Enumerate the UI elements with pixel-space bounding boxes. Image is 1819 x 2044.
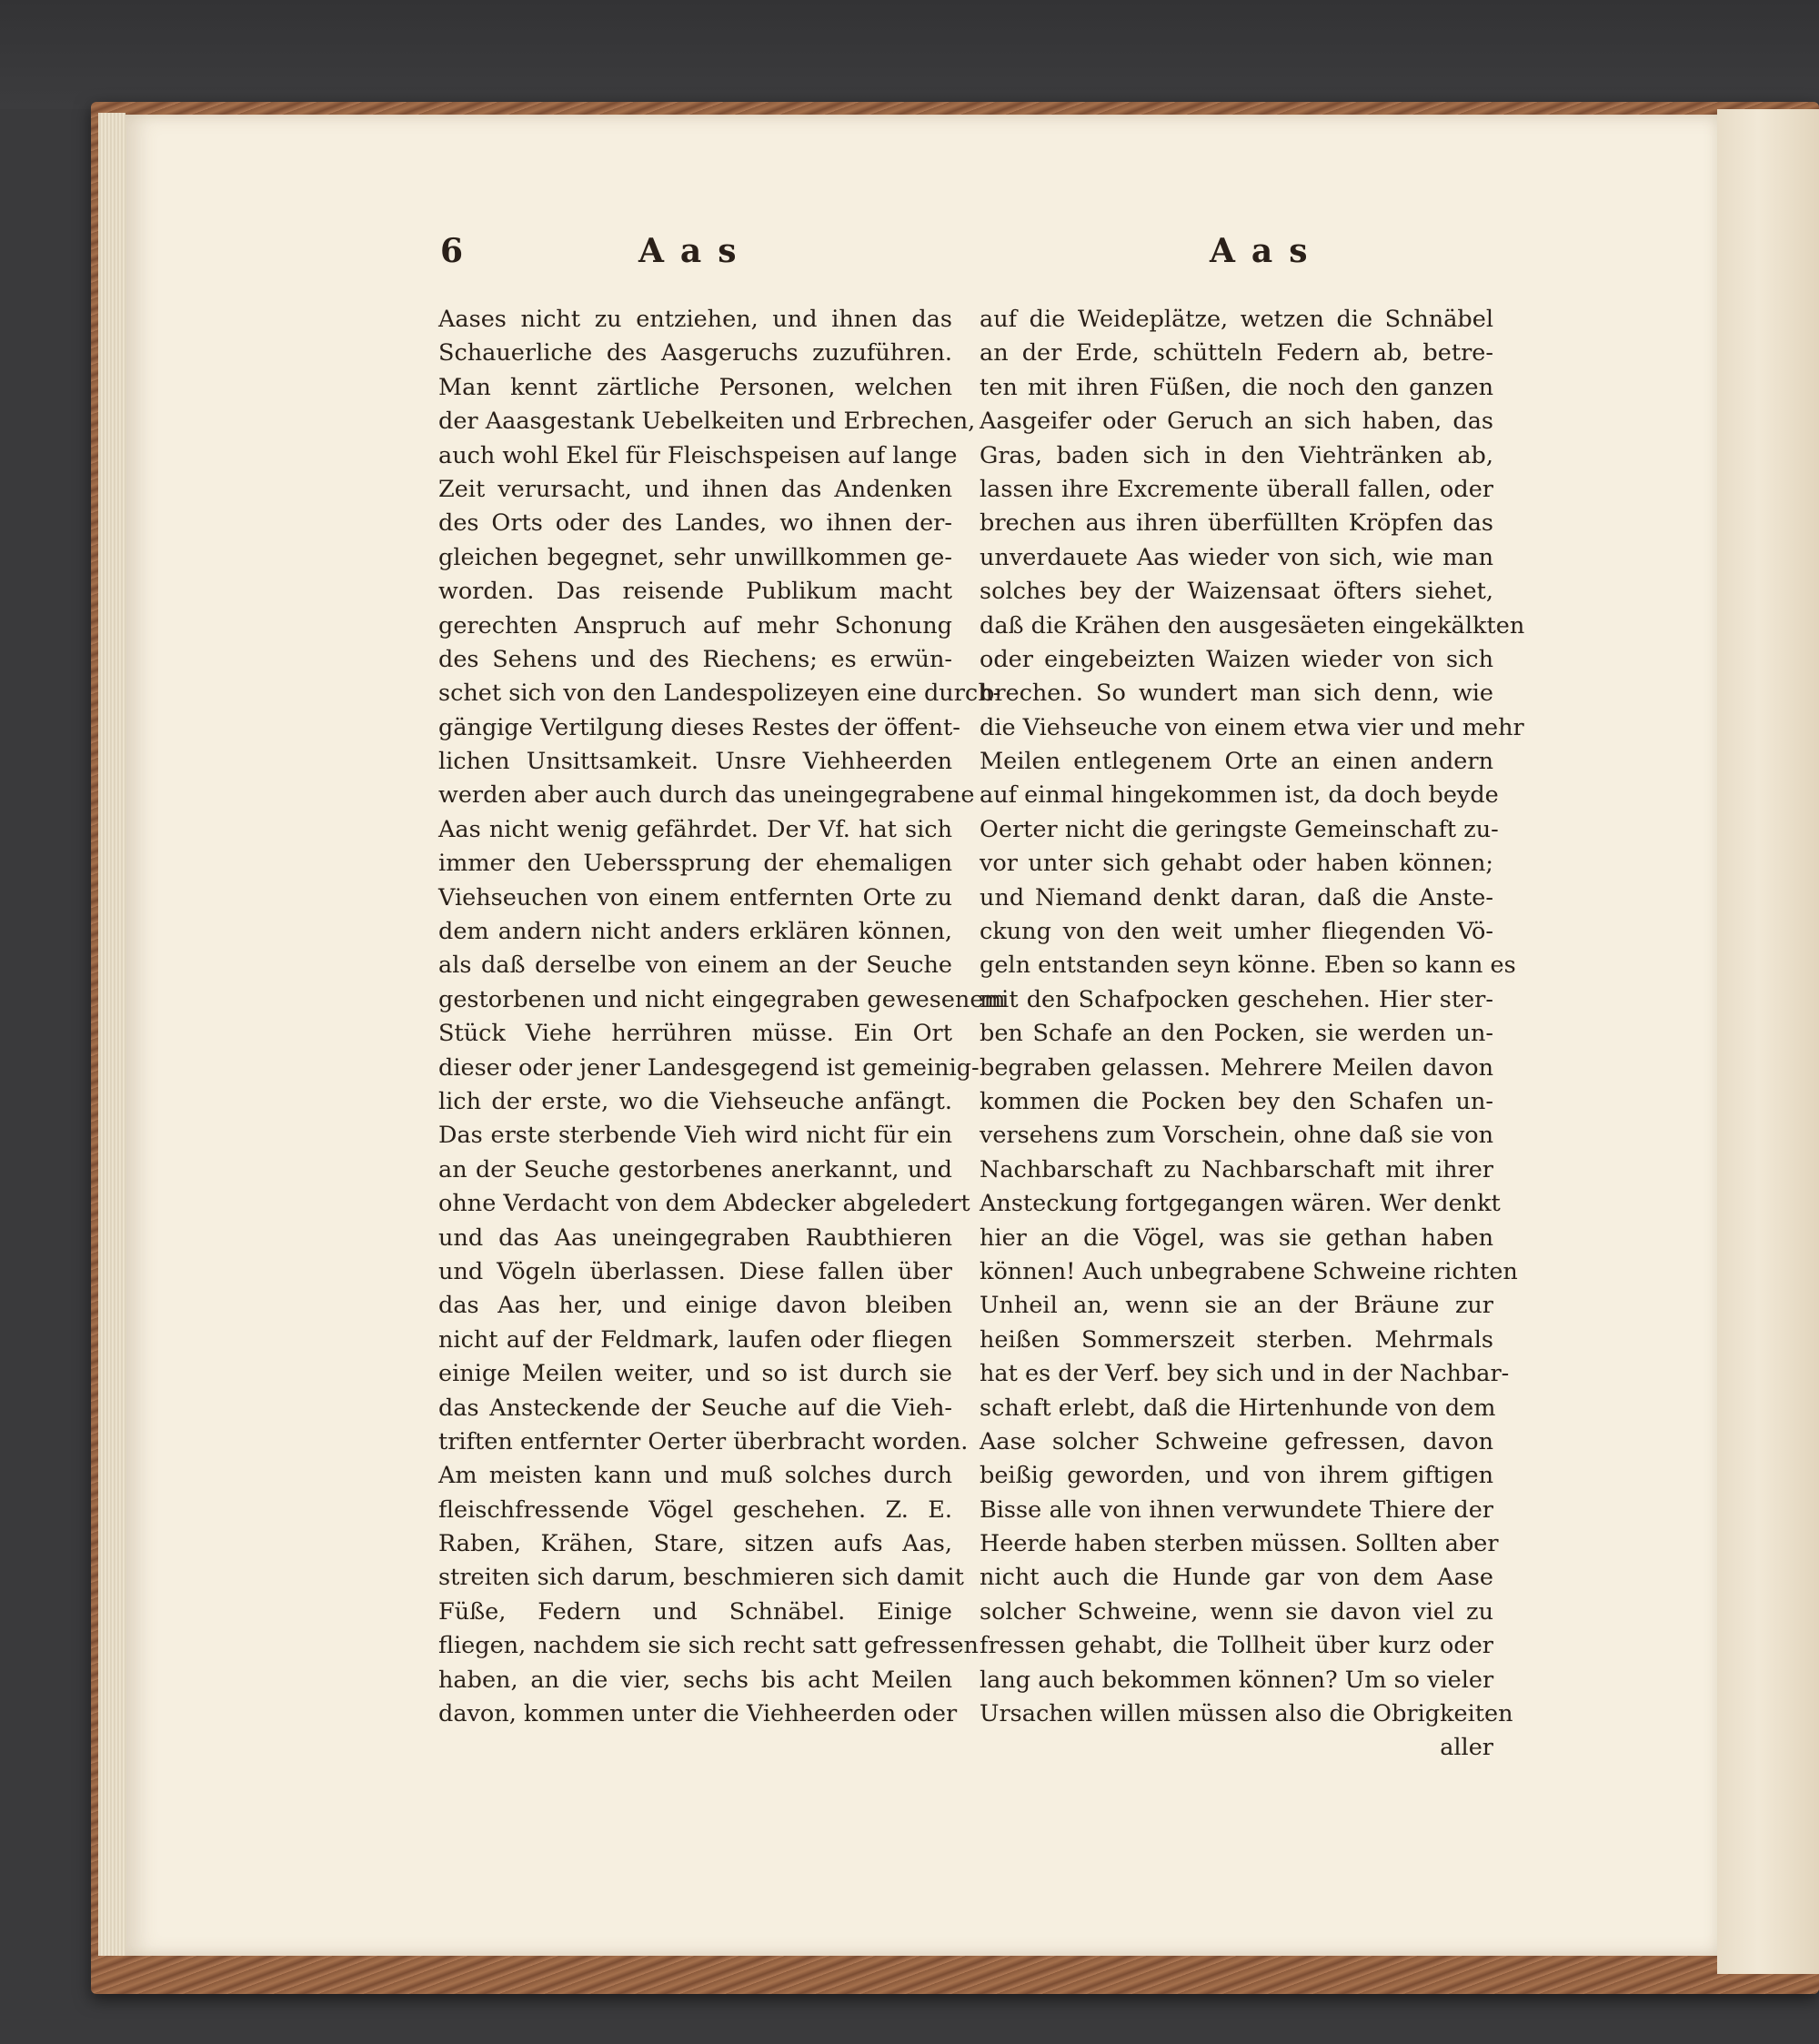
text-line: Raben, Krähen, Stare, sitzen aufs Aas, — [438, 1530, 952, 1558]
text-line: oder eingebeizten Waizen wieder von sich — [980, 645, 1493, 673]
text-line: begraben gelassen. Mehrere Meilen davon — [980, 1053, 1493, 1082]
text-line: brechen aus ihren überfüllten Kröpfen das — [980, 509, 1493, 538]
text-line: unverdauete Aas wieder von sich, wie man — [980, 543, 1493, 571]
text-line: Heerde haben sterben müssen. Sollten aber — [980, 1530, 1499, 1558]
page-edges — [98, 113, 126, 1956]
text-line: beißig geworden, und von ihrem giftigen — [980, 1462, 1493, 1490]
text-line: an der Erde, schütteln Federn ab, betre- — [980, 339, 1493, 368]
text-line: solches bey der Waizensaat öfters siehet, — [980, 578, 1493, 606]
text-line: gängige Vertilgung dieses Restes der öffent- — [438, 713, 960, 741]
text-line: ben Schafe an den Pocken, sie werden un- — [980, 1020, 1493, 1048]
text-line: Ansteckung fortgegangen wären. Wer denkt — [980, 1190, 1501, 1218]
text-line: schaft erlebt, daß die Hirtenhunde von dem — [980, 1394, 1496, 1422]
text-line: Aase solcher Schweine gefressen, davon — [980, 1427, 1493, 1455]
text-line: die Viehseuche von einem etwa vier und mehr — [980, 713, 1524, 741]
text-line: lang auch bekommen können? Um so vieler — [980, 1666, 1494, 1694]
text-line: immer den Ueberssprung der ehemaligen — [438, 850, 952, 878]
text-line: nicht auch die Hunde gar von dem Aase — [980, 1564, 1493, 1592]
text-line: dieser oder jener Landesgegend ist gemeinig- — [438, 1053, 980, 1082]
text-line: des Orts oder des Landes, wo ihnen der- — [438, 509, 952, 538]
text-line: Nachbarschaft zu Nachbarschaft mit ihrer — [980, 1155, 1493, 1183]
text-line: lichen Unsittsamkeit. Unsre Viehheerden — [438, 748, 952, 776]
text-line: heißen Sommerszeit sterben. Mehrmals — [980, 1325, 1493, 1354]
text-line: Schauerliche des Aasgeruchs zuzuführen. — [438, 339, 952, 368]
text-line: an der Seuche gestorbenes anerkannt, und — [438, 1155, 952, 1183]
page-header — [0, 232, 1819, 287]
text-line: Meilen entlegenem Orte an einen andern — [980, 748, 1493, 776]
text-line: auf die Weideplätze, wetzen die Schnäbel — [980, 306, 1493, 333]
text-line: nicht auf der Feldmark, laufen oder fliegen — [438, 1325, 952, 1354]
text-line: worden. Das reisende Publikum macht — [438, 578, 952, 606]
text-line: Aasgeifer oder Geruch an sich haben, das — [980, 408, 1493, 436]
text-line: Füße, Federn und Schnäbel. Einige — [438, 1597, 952, 1626]
text-line: fliegen, nachdem sie sich recht satt gefressen — [438, 1632, 979, 1660]
text-line: und Vögeln überlassen. Diese fallen über — [438, 1257, 952, 1285]
text-line: ohne Verdacht von dem Abdecker abgeledert — [438, 1190, 970, 1218]
text-line: Das erste sterbende Vieh wird nicht für ein — [438, 1122, 952, 1150]
text-line: einige Meilen weiter, und so ist durch sie — [438, 1360, 952, 1388]
text-line: lich der erste, wo die Viehseuche anfängt. — [438, 1087, 952, 1115]
page-number: 6 — [440, 232, 464, 270]
text-line: können! Auch unbegrabene Schweine richten — [980, 1257, 1518, 1285]
text-line: gerechten Anspruch auf mehr Schonung — [438, 611, 952, 639]
running-head-right: Aas — [1210, 232, 1324, 270]
text-line: Man kennt zärtliche Personen, welchen — [438, 373, 952, 401]
text-line: lassen ihre Excremente überall fallen, oder — [980, 475, 1493, 503]
text-line: der Aaasgestank Uebelkeiten und Erbrechen, — [438, 408, 976, 436]
left-text-column — [438, 303, 1006, 1731]
text-line: geln entstanden seyn könne. Eben so kann es — [980, 952, 1516, 980]
text-line: Am meisten kann und muß solches durch — [438, 1462, 952, 1490]
text-line: ten mit ihren Füßen, die noch den ganzen — [980, 373, 1493, 401]
text-line: Aas nicht wenig gefährdet. Der Vf. hat sich — [438, 815, 952, 843]
text-line: und das Aas uneingegraben Raubthieren — [438, 1223, 952, 1252]
text-line: auch wohl Ekel für Fleischspeisen auf lange — [438, 441, 958, 469]
text-line: triften entfernter Oerter überbracht worden. — [438, 1427, 969, 1455]
text-line: daß die Krähen den ausgesäeten eingekälkten — [980, 611, 1525, 639]
text-line: vor unter sich gehabt oder haben können; — [980, 850, 1493, 878]
text-line: fleischfressende Vögel geschehen. Z. E. — [438, 1495, 952, 1524]
text-line: auf einmal hingekommen ist, da doch beyde — [980, 781, 1499, 810]
text-line: streiten sich darum, beschmieren sich damit — [438, 1564, 964, 1592]
text-line: das Aas her, und einige davon bleiben — [438, 1292, 952, 1320]
text-line: des Sehens und des Riechens; es erwün- — [438, 645, 952, 673]
text-line: gestorbenen und nicht eingegraben gewesenem — [438, 985, 1006, 1013]
text-line: Aases nicht zu entziehen, und ihnen das — [438, 306, 952, 333]
catchword: aller — [1440, 1734, 1493, 1762]
text-line: ckung von den weit umher fliegenden Vö- — [980, 918, 1493, 946]
text-line: dem andern nicht anders erklären können, — [438, 918, 952, 946]
text-line: Zeit verursacht, und ihnen das Andenken — [438, 475, 952, 503]
text-line: Stück Viehe herrühren müsse. Ein Ort — [438, 1020, 952, 1048]
next-page-edge — [1717, 109, 1819, 1974]
backdrop — [0, 0, 1819, 109]
text-line: Oerter nicht die geringste Gemeinschaft zu- — [980, 815, 1499, 843]
text-line: Gras, baden sich in den Viehtränken ab, — [980, 441, 1493, 469]
text-line: hat es der Verf. bey sich und in der Nachbar- — [980, 1360, 1510, 1388]
text-line: werden aber auch durch das uneingegrabene — [438, 781, 975, 810]
text-line: als daß derselbe von einem an der Seuche — [438, 952, 952, 980]
right-text-column — [980, 303, 1525, 1766]
text-line: kommen die Pocken bey den Schafen un- — [980, 1087, 1493, 1115]
text-line: das Ansteckende der Seuche auf die Vieh- — [438, 1394, 952, 1422]
text-line: brechen. So wundert man sich denn, wie — [980, 680, 1493, 708]
text-line: davon, kommen unter die Viehheerden oder — [438, 1700, 958, 1728]
text-line: gleichen begegnet, sehr unwillkommen ge- — [438, 543, 952, 571]
running-head-left: Aas — [638, 232, 753, 270]
text-line: mit den Schafpocken geschehen. Hier ster- — [980, 985, 1493, 1013]
text-line: versehens zum Vorschein, ohne daß sie von — [980, 1122, 1493, 1150]
text-line: Viehseuchen von einem entfernten Orte zu — [438, 883, 952, 911]
text-line: haben, an die vier, sechs bis acht Meilen — [438, 1666, 952, 1694]
text-line: hier an die Vögel, was sie gethan haben — [980, 1223, 1493, 1252]
text-line: fressen gehabt, die Tollheit über kurz oder — [980, 1632, 1493, 1660]
text-line: schet sich von den Landespolizeyen eine durch- — [438, 680, 1001, 708]
text-line: solcher Schweine, wenn sie davon viel zu — [980, 1597, 1493, 1626]
text-line: Unheil an, wenn sie an der Bräune zur — [980, 1292, 1493, 1320]
text-line: Ursachen willen müssen also die Obrigkeiten — [980, 1700, 1513, 1728]
text-line: Bisse alle von ihnen verwundete Thiere der — [980, 1495, 1493, 1524]
text-line: und Niemand denkt daran, daß die Anste- — [980, 883, 1493, 911]
